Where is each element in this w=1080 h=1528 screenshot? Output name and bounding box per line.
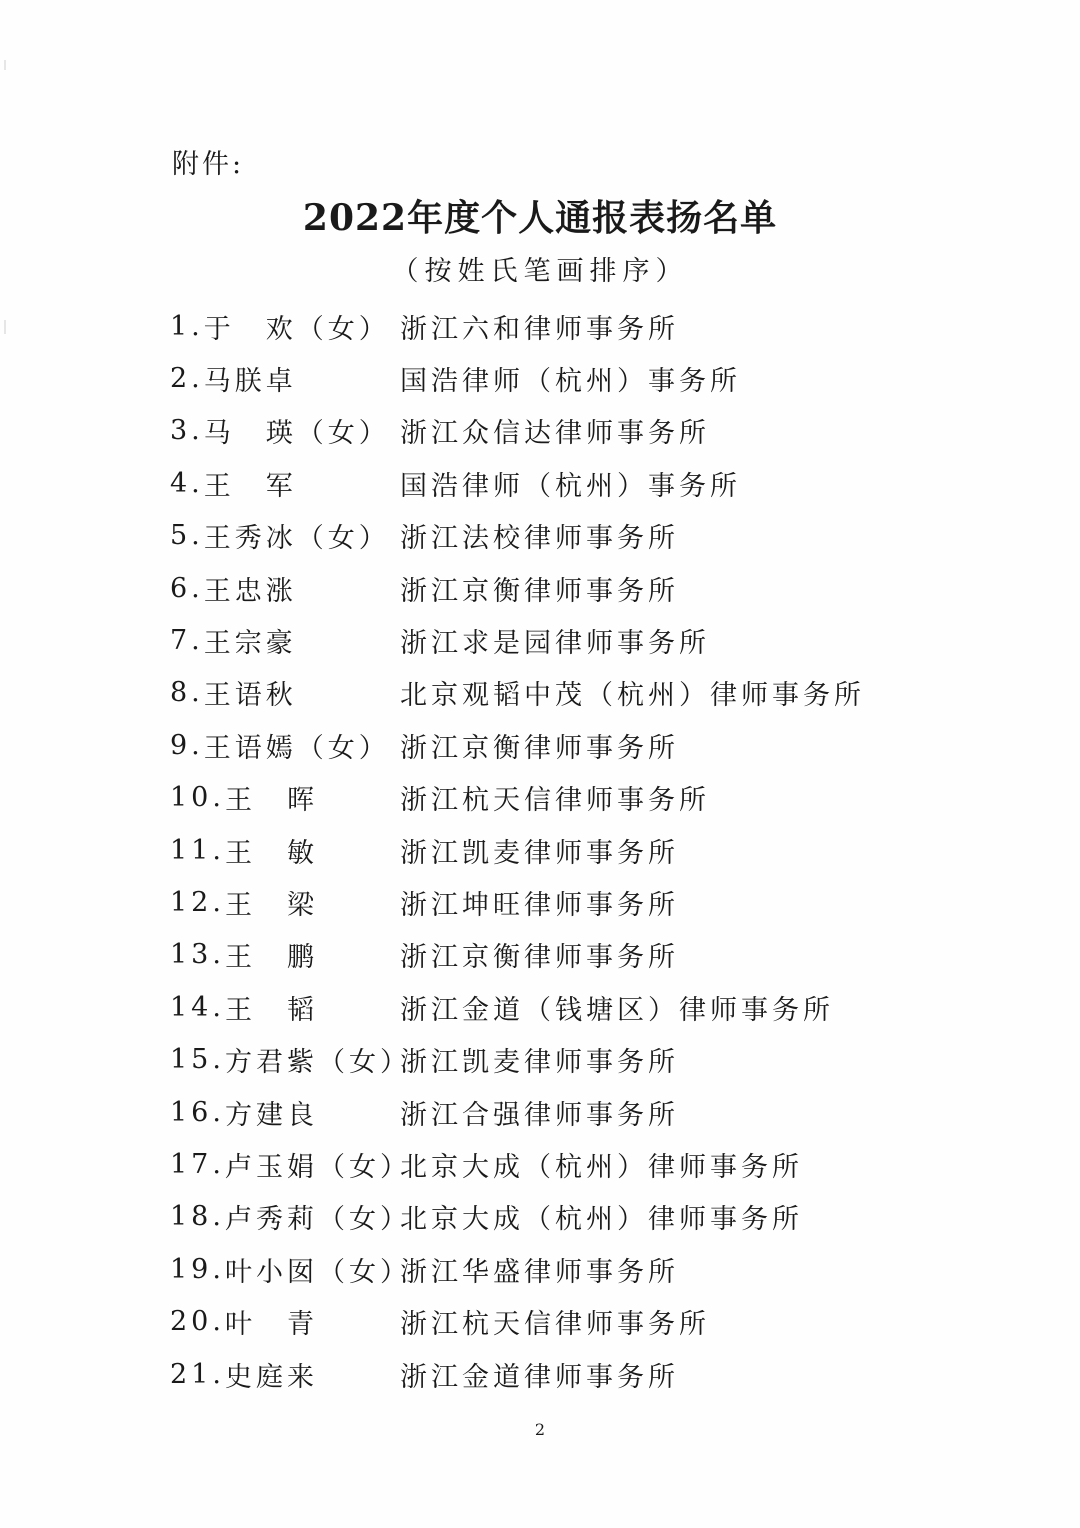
entry-person — [170, 726, 400, 765]
entry-person — [170, 464, 400, 503]
list-item — [170, 352, 890, 404]
entry-name: 王 军 — [203, 470, 297, 502]
entry-gender-note: （女） — [296, 313, 390, 345]
list-item — [170, 405, 890, 457]
entry-person — [170, 1250, 411, 1289]
entry-name: 方建良 — [224, 1099, 318, 1131]
list-item — [170, 824, 890, 876]
entry-person — [170, 569, 400, 608]
entry-gender-note: （女） — [296, 523, 390, 555]
entry-number: 11. — [170, 834, 225, 866]
list-item — [170, 981, 890, 1033]
entry-person — [170, 307, 400, 346]
list-item — [170, 1033, 890, 1085]
list-item — [170, 876, 890, 928]
entry-law-firm: 浙江京衡律师事务所 — [400, 575, 679, 607]
entry-law-firm: 浙江六和律师事务所 — [400, 313, 679, 345]
list-item — [170, 719, 890, 771]
entry-number: 21. — [170, 1358, 225, 1390]
entry-number: 8. — [170, 677, 204, 709]
entry-person — [170, 935, 400, 974]
entry-law-firm: 浙江合强律师事务所 — [400, 1099, 679, 1131]
entry-name: 王宗豪 — [203, 628, 297, 660]
entry-person — [170, 411, 400, 450]
entry-law-firm: 北京观韬中茂（杭州）律师事务所 — [400, 680, 865, 712]
entry-person — [170, 1302, 400, 1341]
entry-number: 20. — [170, 1306, 225, 1338]
entry-name: 方君紫 — [224, 1047, 318, 1079]
entry-number: 1. — [170, 310, 204, 342]
scan-mark — [4, 320, 6, 334]
entry-person — [170, 1197, 411, 1236]
document-title: 2022年度个人通报表扬名单 — [302, 197, 778, 239]
entry-person — [170, 359, 400, 398]
entry-gender-note: （女） — [317, 1151, 411, 1183]
entry-law-firm: 浙江凯麦律师事务所 — [400, 837, 679, 869]
entry-number: 10. — [170, 782, 225, 814]
list-item — [170, 1086, 890, 1138]
entry-person — [170, 1355, 400, 1394]
entry-number: 9. — [170, 729, 204, 761]
list-item — [170, 614, 890, 666]
entry-law-firm: 浙江求是园律师事务所 — [400, 628, 710, 660]
entry-name: 王 梁 — [224, 889, 318, 921]
entry-name: 王秀冰 — [203, 523, 297, 555]
entry-law-firm: 浙江凯麦律师事务所 — [400, 1047, 679, 1079]
entry-name: 王语嫣 — [203, 732, 297, 764]
entry-name: 叶小囡 — [224, 1256, 318, 1288]
entry-name: 马朕卓 — [203, 366, 297, 398]
entry-number: 14. — [170, 991, 225, 1023]
entry-law-firm: 浙江京衡律师事务所 — [400, 942, 679, 974]
entry-gender-note: （女） — [317, 1204, 411, 1236]
entry-person — [170, 1093, 400, 1132]
entry-name: 王 鹏 — [224, 942, 318, 974]
entry-person — [170, 621, 400, 660]
list-item — [170, 1295, 890, 1347]
list-item — [170, 1191, 890, 1243]
entry-name: 王 敏 — [224, 837, 318, 869]
entry-person — [170, 1145, 411, 1184]
document-subtitle: （按姓氏笔画排序） — [391, 256, 689, 287]
commendation-list — [170, 300, 890, 1400]
entry-law-firm: 浙江金道（钱塘区）律师事务所 — [400, 994, 834, 1026]
entry-law-firm: 国浩律师（杭州）事务所 — [400, 470, 741, 502]
scan-mark — [4, 60, 6, 70]
entry-gender-note: （女） — [317, 1256, 411, 1288]
list-item — [170, 1138, 890, 1190]
entry-law-firm: 国浩律师（杭州）事务所 — [400, 366, 741, 398]
entry-number: 15. — [170, 1044, 225, 1076]
list-item — [170, 562, 890, 614]
entry-name: 王 韬 — [224, 994, 318, 1026]
entry-name: 卢秀莉 — [224, 1204, 318, 1236]
entry-name: 王忠涨 — [203, 575, 297, 607]
entry-person — [170, 516, 400, 555]
entry-law-firm: 浙江杭天信律师事务所 — [400, 1309, 710, 1341]
entry-number: 5. — [170, 520, 204, 552]
entry-number: 18. — [170, 1201, 225, 1233]
list-item — [170, 457, 890, 509]
entry-gender-note: （女） — [296, 418, 390, 450]
entry-law-firm: 北京大成（杭州）律师事务所 — [400, 1151, 803, 1183]
entry-number: 2. — [170, 363, 204, 395]
entry-name: 马 瑛 — [203, 418, 297, 450]
entry-person — [170, 988, 400, 1027]
entry-name: 于 欢 — [203, 313, 297, 345]
entry-law-firm: 浙江坤旺律师事务所 — [400, 889, 679, 921]
list-item — [170, 772, 890, 824]
entry-person — [170, 1040, 411, 1079]
entry-person — [170, 673, 400, 712]
entry-gender-note: （女） — [317, 1047, 411, 1079]
entry-name: 卢玉娟 — [224, 1151, 318, 1183]
entry-number: 12. — [170, 886, 225, 918]
list-item — [170, 1348, 890, 1400]
attachment-label: 附件: — [172, 149, 245, 180]
entry-number: 6. — [170, 572, 204, 604]
entry-number: 4. — [170, 467, 204, 499]
entry-number: 13. — [170, 939, 225, 971]
entry-name: 王 晖 — [224, 785, 318, 817]
entry-law-firm: 浙江法校律师事务所 — [400, 523, 679, 555]
entry-law-firm: 北京大成（杭州）律师事务所 — [400, 1204, 803, 1236]
list-item — [170, 1243, 890, 1295]
list-item — [170, 510, 890, 562]
entry-person — [170, 831, 400, 870]
entry-number: 19. — [170, 1253, 225, 1285]
entry-number: 7. — [170, 625, 204, 657]
entry-number: 16. — [170, 1096, 225, 1128]
entry-law-firm: 浙江杭天信律师事务所 — [400, 785, 710, 817]
entry-number: 17. — [170, 1148, 225, 1180]
entry-gender-note: （女） — [296, 732, 390, 764]
list-item — [170, 667, 890, 719]
entry-name: 史庭来 — [224, 1361, 318, 1393]
entry-name: 王语秋 — [203, 680, 297, 712]
entry-person — [170, 778, 400, 817]
entry-name: 叶 青 — [224, 1309, 318, 1341]
entry-law-firm: 浙江金道律师事务所 — [400, 1361, 679, 1393]
list-item — [170, 300, 890, 352]
entry-law-firm: 浙江华盛律师事务所 — [400, 1256, 679, 1288]
entry-person — [170, 883, 400, 922]
list-item — [170, 929, 890, 981]
entry-number: 3. — [170, 415, 204, 447]
entry-law-firm: 浙江众信达律师事务所 — [400, 418, 710, 450]
entry-law-firm: 浙江京衡律师事务所 — [400, 732, 679, 764]
page-number: 2 — [534, 1420, 546, 1439]
